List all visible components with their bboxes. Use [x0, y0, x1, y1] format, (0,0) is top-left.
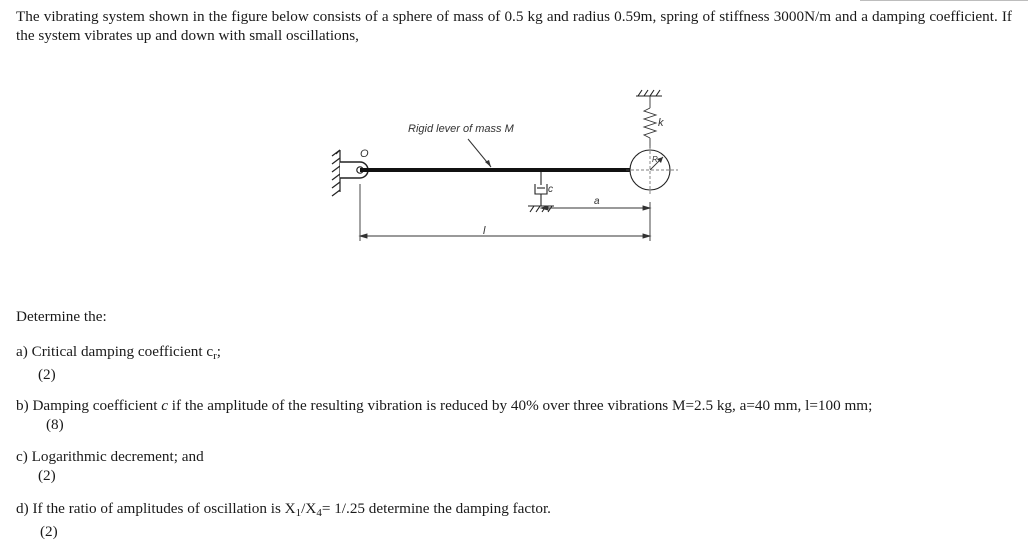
question-a: a) Critical damping coefficient $c_r$; — [16, 343, 221, 362]
question-d: d) If the ratio of amplitudes of oscillation is $X_1/X_4= 1/.25$ determine the damping factor. — [16, 500, 551, 519]
a-label: a — [594, 196, 600, 207]
spring-label: k — [658, 117, 664, 129]
ceiling-support — [636, 90, 662, 96]
dimension-l — [360, 184, 650, 241]
determine-heading: Determine the: — [16, 308, 107, 325]
lever-label: Rigid lever of mass M — [408, 123, 514, 135]
marks-d: (2) — [40, 523, 58, 540]
marks-a: (2) — [38, 366, 56, 383]
rigid-lever — [360, 168, 650, 172]
spring — [644, 96, 656, 148]
l-label: l — [483, 225, 486, 237]
marks-c: (2) — [38, 467, 56, 484]
question-c: c) Logarithmic decrement; and — [16, 448, 204, 465]
damper-label: c — [548, 184, 553, 195]
wall-support — [332, 150, 340, 196]
pivot-label: O — [360, 148, 369, 160]
problem-statement: The vibrating system shown in the figure below consists of a sphere of mass of 0.5 kg and radius 0.59m, spring of stiffness 3000N/m and a damping coefficient. If the system vibrates up and down with small oscillations, — [16, 8, 1012, 44]
top-right-divider — [860, 0, 1028, 1]
vibrating-system-figure — [318, 84, 698, 254]
marks-b: (8) — [46, 416, 64, 433]
radius-label: R — [652, 155, 658, 164]
question-b: b) Damping coefficient c if the amplitude of the resulting vibration is reduced by 40% over three vibrations M=2.5 kg, a=40 mm, l=100 mm; — [16, 397, 873, 414]
